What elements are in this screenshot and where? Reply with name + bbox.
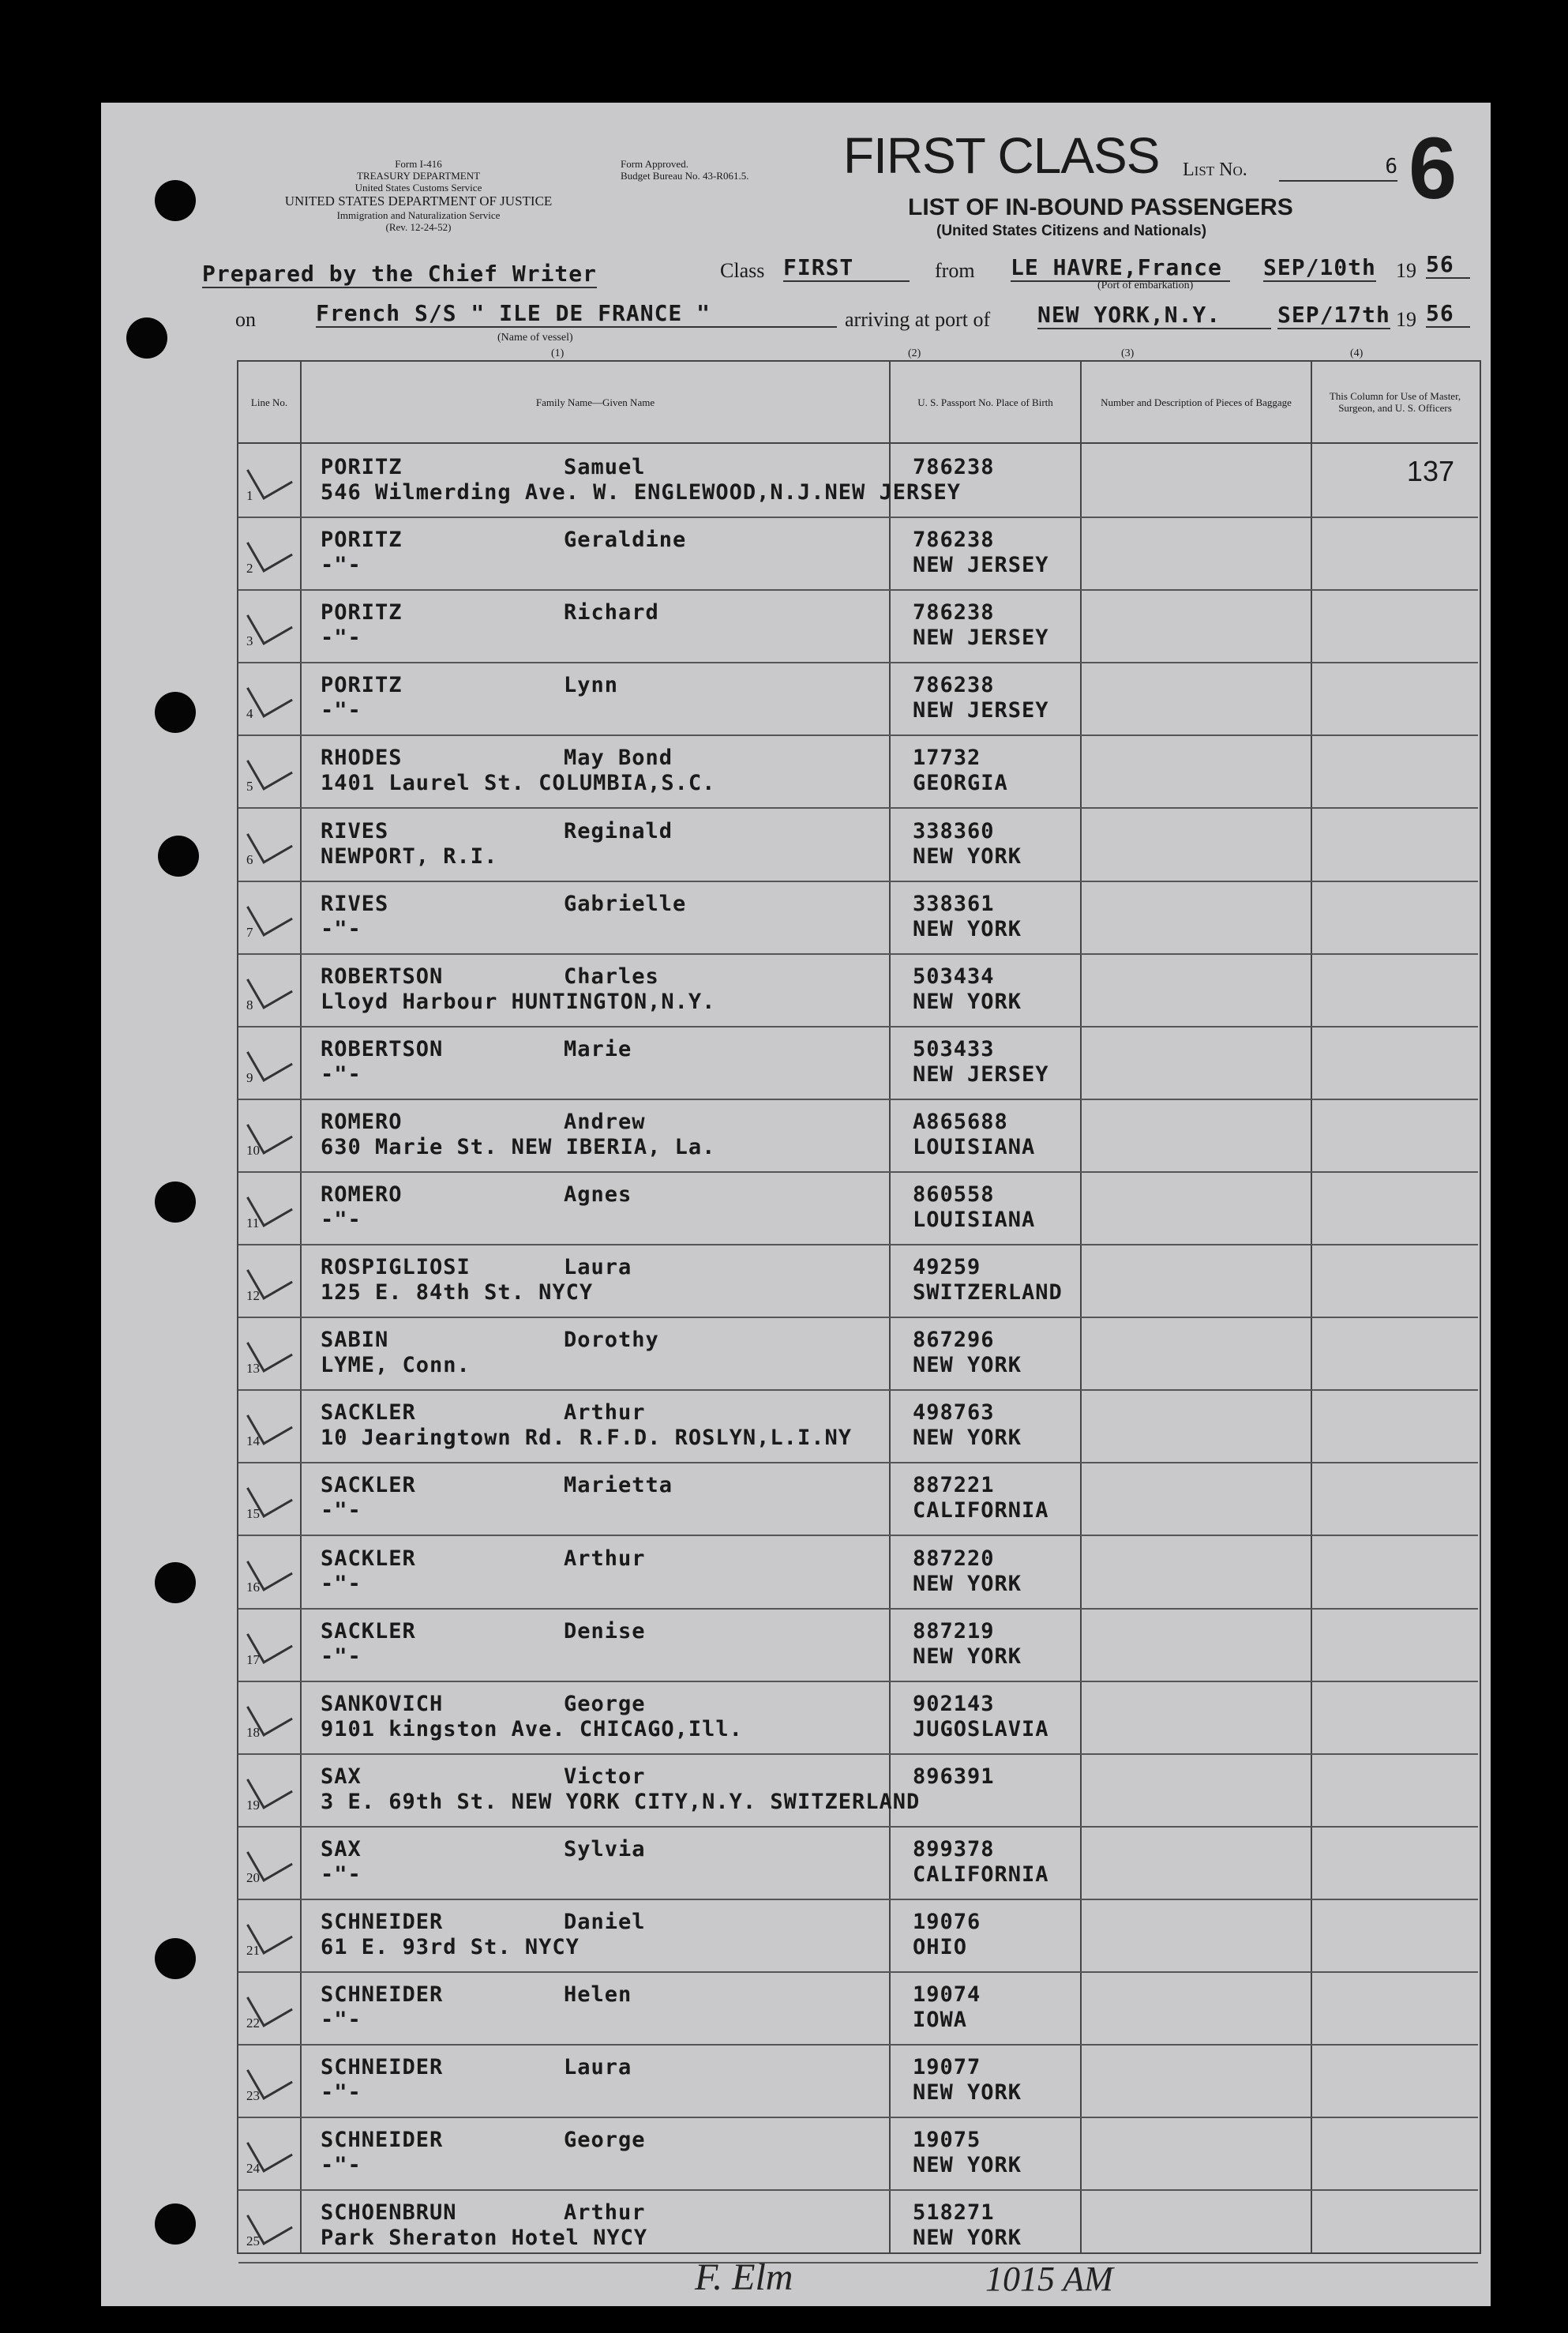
line-number: 12 — [246, 1288, 260, 1304]
given-name: George — [564, 2128, 646, 2153]
line-number: 3 — [246, 633, 253, 649]
address: -"- — [321, 2008, 362, 2033]
address: 10 Jearingtown Rd. R.F.D. ROSLYN,L.I.NY — [321, 1426, 852, 1451]
passport-number: 786238 — [913, 600, 995, 626]
departure-date: SEP/10th — [1263, 254, 1376, 280]
place-of-birth: SWITZERLAND — [913, 1280, 1063, 1306]
form-authority-block — [237, 158, 600, 233]
passport-number: A865688 — [913, 1109, 1008, 1134]
class-stamp: FIRST CLASS — [843, 127, 1160, 184]
address: 546 Wilmerding Ave. W. ENGLEWOOD,N.J.NEW JERSEY — [321, 480, 962, 505]
punch-hole — [155, 1938, 196, 1979]
check-mark — [246, 599, 293, 645]
form-approval — [621, 158, 748, 182]
address: -"- — [321, 626, 362, 651]
table-row — [238, 589, 1478, 663]
place-of-birth: GEORGIA — [913, 771, 1008, 796]
form-approved: Form Approved. — [621, 158, 688, 170]
place-of-birth: LOUISIANA — [913, 1134, 1036, 1159]
table-row — [238, 517, 1478, 591]
col-number-3: (3) — [1121, 348, 1135, 359]
line-number: 22 — [246, 2016, 260, 2031]
address: -"- — [321, 1862, 362, 1887]
family-name: SCHNEIDER — [321, 2055, 444, 2080]
header-officers: This Column for Use of Master, Surgeon, and U. S. Officers — [1312, 362, 1478, 444]
given-name: Dorothy — [564, 1328, 659, 1353]
line-number: 11 — [246, 1215, 260, 1230]
address: NEWPORT, R.I. — [321, 843, 498, 869]
punch-hole — [155, 692, 196, 733]
family-name: SCHNEIDER — [321, 2128, 444, 2153]
family-name: SCHNEIDER — [321, 1910, 444, 1934]
treasury-dept: TREASURY DEPARTMENT — [356, 170, 481, 182]
line-number: 16 — [246, 1579, 260, 1595]
passport-number: 338360 — [913, 818, 995, 843]
arrival-port: NEW YORK,N.Y. — [1037, 302, 1271, 329]
place-of-birth: NEW YORK — [913, 1426, 1022, 1451]
address: -"- — [321, 1208, 362, 1232]
line-number: 5 — [246, 779, 253, 795]
passport-number: 503433 — [913, 1036, 995, 1061]
table-row — [238, 1971, 1478, 2046]
officer-note: 137 — [1406, 455, 1454, 487]
table-row — [238, 1244, 1478, 1318]
line-number: 9 — [246, 1069, 253, 1085]
table-row — [238, 1171, 1478, 1245]
place-of-birth: NEW JERSEY — [913, 698, 1049, 723]
given-name: Reginald — [564, 818, 673, 843]
header-baggage: Number and Description of Pieces of Baggage — [1082, 362, 1311, 444]
place-of-birth: NEW YORK — [913, 1644, 1022, 1669]
header-passport: U. S. Passport No. Place of Birth — [891, 362, 1080, 444]
line-number: 6 — [246, 851, 253, 867]
family-name: SCHNEIDER — [321, 1982, 444, 2008]
line-number: 13 — [246, 1361, 260, 1377]
given-name: Laura — [564, 2055, 632, 2080]
address: -"- — [321, 1644, 362, 1669]
passport-number: 786238 — [913, 455, 995, 479]
passport-number: 503434 — [913, 964, 995, 989]
passport-number: 887219 — [913, 1618, 995, 1644]
port-caption: (Port of embarkation) — [1097, 280, 1194, 291]
line-number: 20 — [246, 1869, 260, 1885]
address: Lloyd Harbour HUNTINGTON,N.Y. — [321, 989, 716, 1014]
line-number: 4 — [246, 706, 253, 722]
table-row — [238, 1462, 1478, 1536]
address: 630 Marie St. NEW IBERIA, La. — [321, 1134, 716, 1159]
family-name: SACKLER — [321, 1618, 416, 1644]
table-row — [238, 808, 1478, 882]
given-name: Geraldine — [564, 528, 687, 553]
place-of-birth: NEW YORK — [913, 843, 1022, 869]
budget-bureau: Budget Bureau No. 43-R061.5. — [621, 170, 749, 182]
given-name: Gabrielle — [564, 891, 687, 916]
place-of-birth: NEW YORK — [913, 2153, 1022, 2178]
family-name: PORITZ — [321, 600, 403, 626]
given-name: Laura — [564, 1255, 632, 1280]
list-no-small: 6 — [1279, 155, 1397, 182]
on-label: on — [235, 308, 256, 331]
col-number-2: (2) — [908, 348, 921, 359]
line-number: 25 — [246, 2233, 260, 2249]
punch-hole — [155, 1562, 196, 1603]
line-number: 1 — [246, 488, 253, 503]
line-number: 8 — [246, 997, 253, 1012]
check-mark — [246, 1035, 293, 1082]
prepared-by: Prepared by the Chief Writer — [202, 261, 598, 287]
address: 61 E. 93rd St. NYCY — [321, 1935, 580, 1959]
line-number: 2 — [246, 561, 253, 577]
given-name: Daniel — [564, 1910, 646, 1934]
family-name: RHODES — [321, 746, 403, 771]
passport-number: 899378 — [913, 1836, 995, 1862]
given-name: Charles — [564, 964, 659, 989]
table-row — [238, 2189, 1478, 2263]
list-title: LIST OF IN-BOUND PASSENGERS — [908, 194, 1293, 220]
punch-hole — [126, 317, 167, 359]
place-of-birth: NEW JERSEY — [913, 553, 1049, 578]
passport-number: 902143 — [913, 1691, 995, 1716]
passport-number: 19075 — [913, 2128, 981, 2153]
punch-hole — [158, 836, 199, 877]
year-prefix: 19 — [1396, 308, 1416, 331]
given-name: Richard — [564, 600, 659, 626]
address: 1401 Laurel St. COLUMBIA,S.C. — [321, 771, 716, 796]
passport-number: 498763 — [913, 1400, 995, 1426]
passport-number: 786238 — [913, 673, 995, 698]
address: LYME, Conn. — [321, 1353, 471, 1378]
family-name: ROSPIGLIOSI — [321, 1255, 471, 1280]
place-of-birth: NEW YORK — [913, 1353, 1022, 1378]
family-name: SACKLER — [321, 1400, 416, 1426]
passport-number: 49259 — [913, 1255, 981, 1280]
family-name: ROBERTSON — [321, 964, 444, 989]
punch-hole — [155, 2203, 196, 2245]
passport-number: 17732 — [913, 746, 981, 771]
table-row — [238, 2044, 1478, 2118]
line-number: 14 — [246, 1433, 260, 1449]
family-name: SCHOENBRUN — [321, 2200, 457, 2226]
list-no-big: 6 — [1409, 120, 1457, 217]
family-name: ROBERTSON — [321, 1036, 444, 1061]
col-number-1: (1) — [551, 348, 565, 359]
address: -"- — [321, 916, 362, 941]
family-name: RIVES — [321, 891, 389, 916]
arrival-year: 56 — [1426, 300, 1470, 328]
passport-number: 896391 — [913, 1764, 995, 1789]
place-of-birth: CALIFORNIA — [913, 1498, 1049, 1523]
table-row — [238, 2117, 1478, 2191]
ins-service: Immigration and Naturalization Service — [336, 209, 501, 221]
form-number: Form I-416 — [395, 158, 442, 170]
table-row — [238, 1899, 1478, 1973]
punch-hole — [155, 1182, 196, 1223]
passport-number: 338361 — [913, 891, 995, 916]
line-number: 17 — [246, 1651, 260, 1667]
address: -"- — [321, 1061, 362, 1087]
year-prefix: 19 — [1396, 259, 1416, 282]
family-name: ROMERO — [321, 1182, 403, 1207]
passport-number: 786238 — [913, 528, 995, 553]
list-subtitle: (United States Citizens and Nationals) — [936, 223, 1207, 239]
passport-number: 518271 — [913, 2200, 995, 2226]
revision: (Rev. 12-24-52) — [385, 221, 452, 233]
check-mark — [246, 745, 293, 791]
check-mark — [246, 817, 293, 864]
handwritten-time: 1015 AM — [985, 2260, 1113, 2298]
place-of-birth: JUGOSLAVIA — [913, 1716, 1049, 1741]
table-row — [238, 1099, 1478, 1173]
family-name: PORITZ — [321, 528, 403, 553]
family-name: SACKLER — [321, 1546, 416, 1571]
table-row — [238, 1753, 1478, 1828]
place-of-birth: CALIFORNIA — [913, 1862, 1049, 1887]
address: 9101 kingston Ave. CHICAGO,Ill. — [321, 1716, 743, 1741]
address: -"- — [321, 1571, 362, 1596]
table-row — [238, 953, 1478, 1027]
line-number: 10 — [246, 1142, 260, 1158]
departure-year: 56 — [1426, 251, 1470, 279]
passport-number: 867296 — [913, 1328, 995, 1353]
line-number: 7 — [246, 924, 253, 940]
given-name: Sylvia — [564, 1836, 646, 1862]
family-name: SAX — [321, 1764, 362, 1789]
place-of-birth: IOWA — [913, 2008, 968, 2033]
check-mark — [246, 526, 293, 573]
place-of-birth: NEW YORK — [913, 2080, 1022, 2106]
table-row — [238, 1681, 1478, 1755]
check-mark — [246, 453, 293, 500]
arriving-label: arriving at port of — [845, 308, 991, 331]
given-name: Lynn — [564, 673, 619, 698]
family-name: SACKLER — [321, 1473, 416, 1498]
place-of-birth: NEW JERSEY — [913, 1061, 1049, 1087]
passenger-table — [237, 360, 1481, 2254]
arrival-date: SEP/17th — [1277, 302, 1390, 328]
table-row — [238, 881, 1478, 955]
given-name: Denise — [564, 1618, 646, 1644]
place-of-birth: OHIO — [913, 1935, 968, 1959]
place-of-birth: NEW YORK — [913, 2226, 1022, 2251]
address: -"- — [321, 1498, 362, 1523]
given-name: Samuel — [564, 455, 646, 479]
list-no-label: List No. — [1183, 160, 1247, 180]
given-name: Marietta — [564, 1473, 673, 1498]
passport-number: 860558 — [913, 1182, 995, 1207]
address: -"- — [321, 553, 362, 578]
place-of-birth: LOUISIANA — [913, 1208, 1036, 1232]
table-row — [238, 1826, 1478, 1900]
given-name: Victor — [564, 1764, 646, 1789]
col-number-4: (4) — [1350, 348, 1364, 359]
family-name: RIVES — [321, 818, 389, 843]
family-name: SANKOVICH — [321, 1691, 444, 1716]
family-name: PORITZ — [321, 455, 403, 479]
table-row — [238, 1026, 1478, 1100]
place-of-birth: NEW YORK — [913, 989, 1022, 1014]
class-value: FIRST — [783, 254, 910, 282]
table-row — [238, 1317, 1478, 1391]
table-row — [238, 662, 1478, 736]
family-name: SAX — [321, 1836, 362, 1862]
line-number: 23 — [246, 2088, 260, 2104]
place-of-birth: NEW YORK — [913, 916, 1022, 941]
table-row — [238, 1608, 1478, 1682]
address: -"- — [321, 698, 362, 723]
family-name: SABIN — [321, 1328, 389, 1353]
passport-number: 887220 — [913, 1546, 995, 1571]
embarkation-port: LE HAVRE,France — [1011, 254, 1230, 282]
address: Park Sheraton Hotel NYCY — [321, 2226, 648, 2251]
passport-number: 19074 — [913, 1982, 981, 2008]
table-row — [238, 734, 1478, 809]
passport-number: 19076 — [913, 1910, 981, 1934]
given-name: Helen — [564, 1982, 632, 2008]
class-label: Class — [720, 259, 765, 282]
given-name: Arthur — [564, 1400, 646, 1426]
address: -"- — [321, 2080, 362, 2106]
line-number: 19 — [246, 1797, 260, 1813]
check-mark — [246, 963, 293, 1009]
table-row — [238, 1535, 1478, 1610]
line-number: 15 — [246, 1506, 260, 1522]
place-of-birth: NEW YORK — [913, 1571, 1022, 1596]
header-line: Line No. — [238, 362, 300, 444]
passport-number: 19077 — [913, 2055, 981, 2080]
punch-hole — [155, 180, 196, 221]
line-number: 21 — [246, 1943, 260, 1958]
family-name: ROMERO — [321, 1109, 403, 1134]
address: -"- — [321, 2153, 362, 2178]
table-row — [238, 444, 1478, 518]
header-name: Family Name—Given Name — [302, 362, 889, 444]
line-number: 18 — [246, 1724, 260, 1740]
given-name: George — [564, 1691, 646, 1716]
passport-number: 887221 — [913, 1473, 995, 1498]
table-row — [238, 1389, 1478, 1463]
given-name: Agnes — [564, 1182, 632, 1207]
place-of-birth: NEW JERSEY — [913, 626, 1049, 651]
justice-dept: UNITED STATES DEPARTMENT OF JUSTICE — [284, 193, 553, 209]
given-name: Andrew — [564, 1109, 646, 1134]
family-name: PORITZ — [321, 673, 403, 698]
address: 3 E. 69th St. NEW YORK CITY,N.Y. SWITZERLAND — [321, 1789, 921, 1814]
vessel-name: French S/S " ILE DE FRANCE " — [316, 300, 837, 328]
given-name: Arthur — [564, 2200, 646, 2226]
vessel-caption: (Name of vessel) — [497, 332, 573, 344]
given-name: Arthur — [564, 1546, 646, 1571]
given-name: Marie — [564, 1036, 632, 1061]
signature: F. Elm — [695, 2256, 793, 2298]
given-name: May Bond — [564, 746, 673, 771]
line-number: 24 — [246, 2161, 260, 2177]
customs-service: United States Customs Service — [354, 182, 482, 193]
address: 125 E. 84th St. NYCY — [321, 1280, 594, 1306]
from-label: from — [935, 259, 975, 282]
